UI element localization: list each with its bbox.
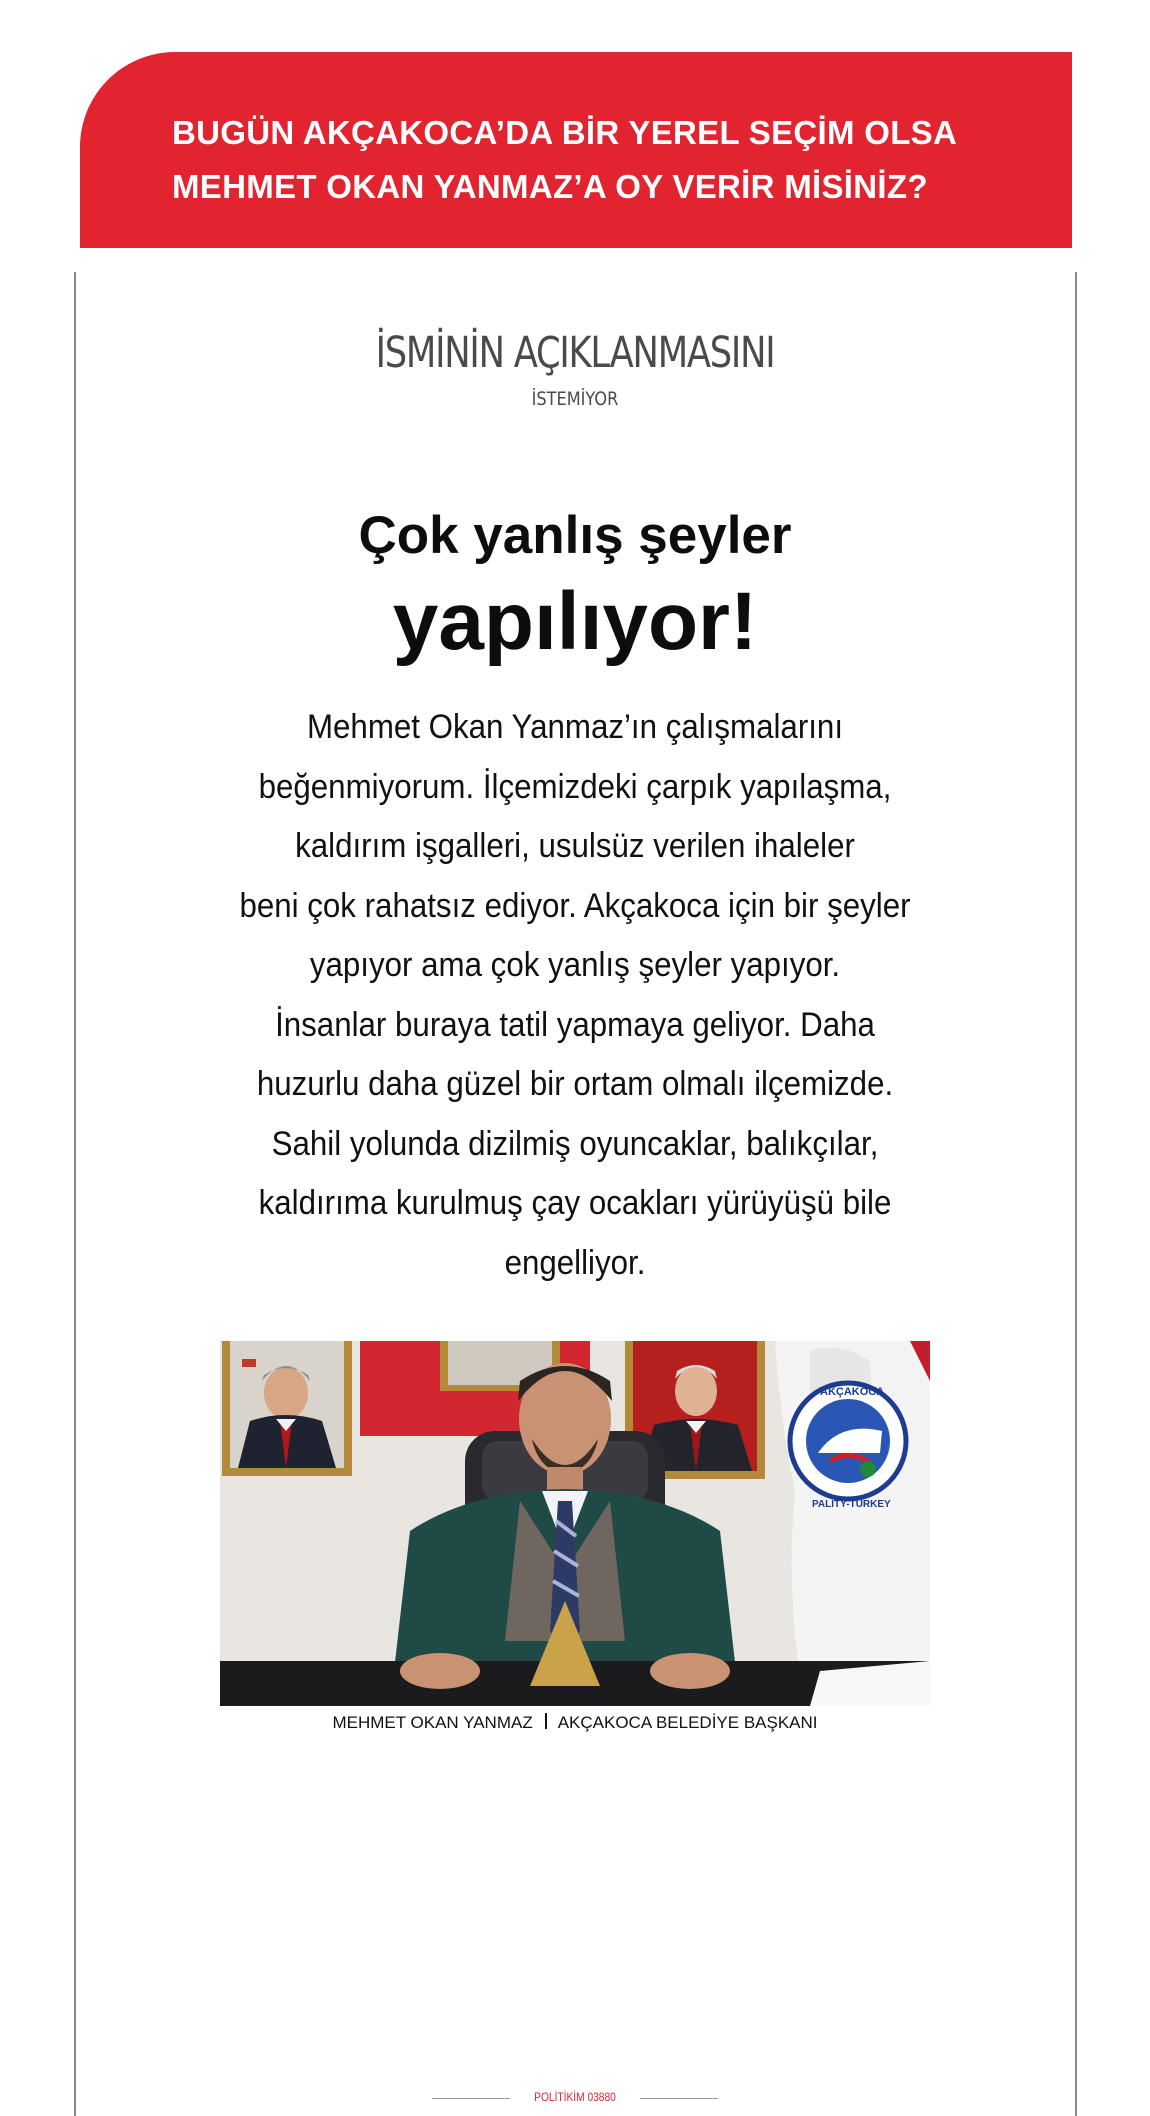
banner-question-line-2: MEHMET OKAN YANMAZ’A OY VERİR MİSİNİZ? (172, 168, 928, 205)
headline-line-1: Çok yanlış şeyler (358, 506, 792, 565)
mayor-photo-illustration (220, 1341, 930, 1706)
banner-question-line-1: BUGÜN AKÇAKOCA’DA BİR YEREL SEÇİM OLSA (172, 114, 958, 151)
quote-line: kaldırım işgalleri, usulsüz verilen ihaleler (295, 827, 855, 865)
question-banner (80, 52, 1072, 248)
footer-rule-right (640, 2098, 718, 2099)
caption-title: AKÇAKOCA BELEDİYE BAŞKANI (557, 1713, 818, 1732)
mayor-photo (220, 1341, 930, 1706)
footer-label: POLİTİKİM 03880 (534, 2090, 616, 2104)
respondent-label-line-2: İSTEMİYOR (531, 388, 619, 410)
quote-line: huzurlu daha güzel bir ortam olmalı ilçemizde. (256, 1065, 894, 1103)
photo-caption (0, 1713, 1150, 1733)
quote-line: Sahil yolunda dizilmiş oyuncaklar, balıkçılar, (271, 1124, 879, 1163)
quote-line: beni çok rahatsız ediyor. Akçakoca için bir şeyler (239, 886, 911, 925)
caption-separator (545, 1713, 547, 1729)
quote-body (150, 698, 1000, 1293)
flag-text-top: AKÇAKOCA (820, 1386, 885, 1398)
left-portrait-frame (222, 1341, 352, 1476)
quote-line: İnsanlar buraya tatil yapmaya geliyor. Daha (275, 1005, 875, 1044)
caption-name: MEHMET OKAN YANMAZ (332, 1713, 533, 1732)
quote-line: engelliyor. (504, 1243, 646, 1282)
quote-line: yapıyor ama çok yanlış şeyler yapıyor. (309, 946, 841, 984)
municipality-flag (775, 1341, 930, 1706)
page-footer (0, 2088, 1150, 2108)
quote-line: kaldırıma kurulmuş çay ocakları yürüyüşü bile (258, 1184, 892, 1222)
respondent-label-line-1: İSMİNİN AÇIKLANMASINI (375, 328, 775, 378)
flag-text-bottom: PALITY-TURKEY (812, 1499, 891, 1510)
headline-line-2: yapılıyor! (392, 576, 758, 667)
quote-line: beğenmiyorum. İlçemizdeki çarpık yapılaşma, (258, 767, 892, 806)
quote-line: Mehmet Okan Yanmaz’ın çalışmalarını (306, 708, 844, 746)
